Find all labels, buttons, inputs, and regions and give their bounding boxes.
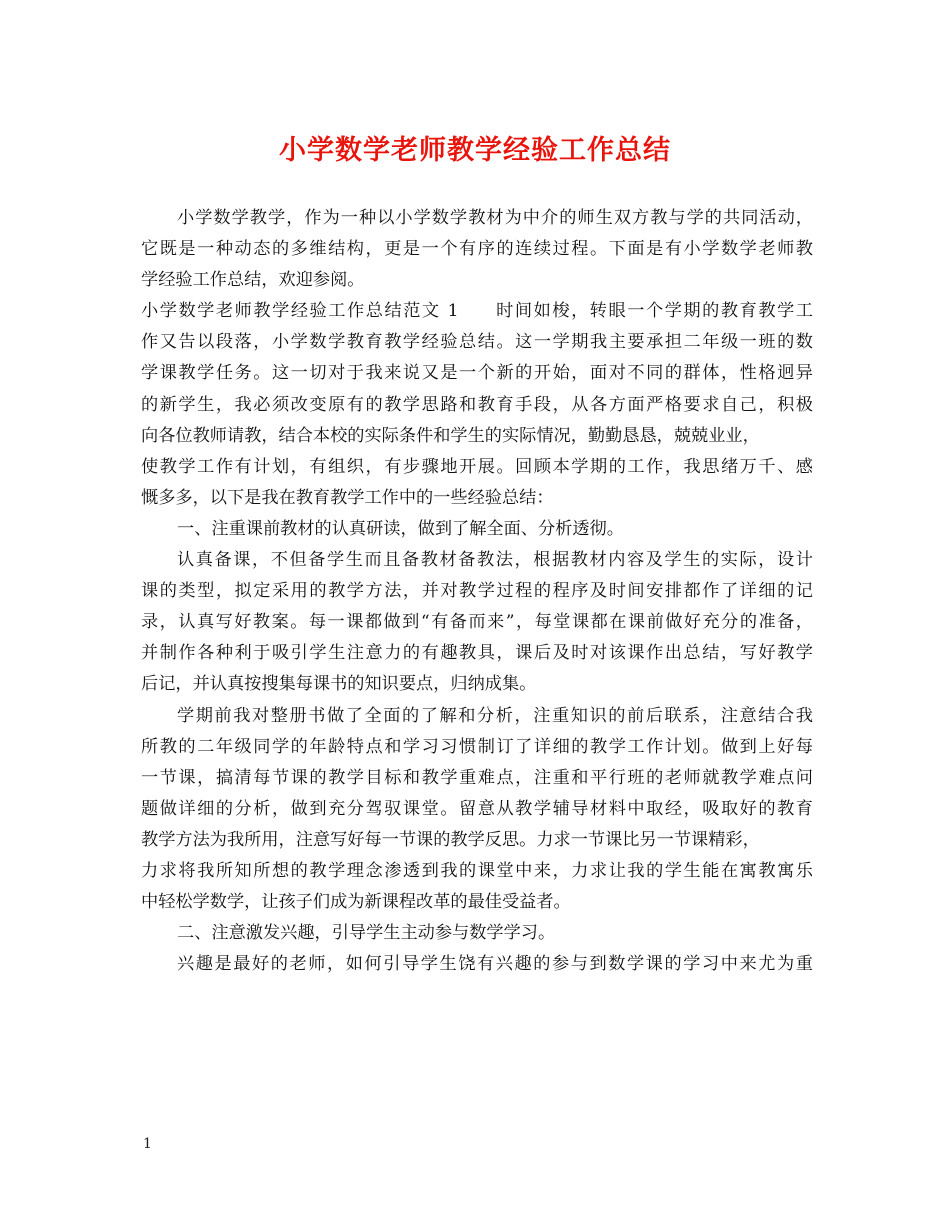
paragraph-line: 一节课，搞清每节课的教学目标和教学重难点，注重和平行班的老师就教学难点问 [141, 767, 813, 788]
paragraph-line: 并制作各种利于吸引学生注意力的有趣教具，课后及时对该课作出总结，写好教学 [141, 643, 813, 664]
paragraph-line: 向各位教师请教，结合本校的实际条件和学生的实际情况，勤勤恳恳，兢兢业业， [141, 425, 760, 446]
paragraph-line: 题做详细的分析，做到充分驾驭课堂。留意从教学辅导材料中取经，吸取好的教育 [141, 798, 813, 819]
paragraph-line: 课的类型，拟定采用的教学方法，并对教学过程的程序及时间安排都作了详细的记 [141, 581, 813, 602]
document-title: 小学数学老师教学经验工作总结 [279, 135, 671, 166]
paragraph-line: 中轻松学数学，让孩子们成为新课程改革的最佳受益者。 [141, 892, 571, 913]
paragraph-line: 的新学生，我必须改变原有的教学思路和教育手段，从各方面严格要求自己，积极 [141, 394, 813, 415]
paragraph-line: 力求将我所知所想的教学理念渗透到我的课堂中来，力求让我的学生能在寓教寓乐 [141, 860, 813, 881]
section-heading: 二、注意激发兴趣，引导学生主动参与数学学习。 [177, 923, 556, 944]
section-heading: 一、注重课前教材的认真研读，做到了解全面、分析透彻。 [177, 518, 624, 539]
document-body [141, 203, 813, 980]
paragraph-line: 学课教学任务。这一切对于我来说又是一个新的开始，面对不同的群体，性格迥异 [141, 363, 813, 384]
paragraph-line: 后记，并认真按搜集每课书的知识要点，归纳成集。 [141, 674, 537, 695]
page-number: 1 [143, 1136, 152, 1152]
paragraph-line: 教学方法为我所用，注意写好每一节课的教学反思。力求一节课比另一节课精彩， [141, 829, 760, 850]
sample-label: 小学数学老师教学经验工作总结范文 1 [141, 301, 459, 322]
paragraph-line: 使教学工作有计划，有组织，有步骤地开展。回顾本学期的工作，我思绪万千、感 [141, 456, 813, 477]
paragraph-line: 慨多多，以下是我在教育教学工作中的一些经验总结： [141, 487, 554, 508]
paragraph-line: 录，认真写好教案。每一课都做到“有备而来”，每堂课都在课前做好充分的准备， [141, 612, 813, 633]
paragraph-line: 作又告以段落，小学数学教育教学经验总结。这一学期我主要承担二年级一班的数 [141, 332, 813, 353]
sample-heading-line [141, 296, 813, 327]
paragraph-line: 认真备课，不但备学生而且备教材备教法，根据教材内容及学生的实际，设计 [177, 550, 813, 571]
sample-first-text: 时间如梭，转眼一个学期的教育教学工 [494, 301, 813, 322]
paragraph-line: 所教的二年级同学的年龄特点和学习习惯制订了详细的教学工作计划。做到上好每 [141, 736, 813, 757]
paragraph-line: 它既是一种动态的多维结构，更是一个有序的连续过程。下面是有小学数学老师教 [141, 239, 813, 260]
paragraph-line: 学期前我对整册书做了全面的了解和分析，注重知识的前后联系，注意结合我 [177, 705, 813, 726]
paragraph-line: 学经验工作总结，欢迎参阅。 [141, 270, 365, 291]
paragraph-line: 兴趣是最好的老师，如何引导学生饶有兴趣的参与到数学课的学习中来尤为重 [177, 954, 813, 975]
paragraph-line: 小学数学教学，作为一种以小学数学教材为中介的师生双方教与学的共同活动， [177, 208, 813, 228]
